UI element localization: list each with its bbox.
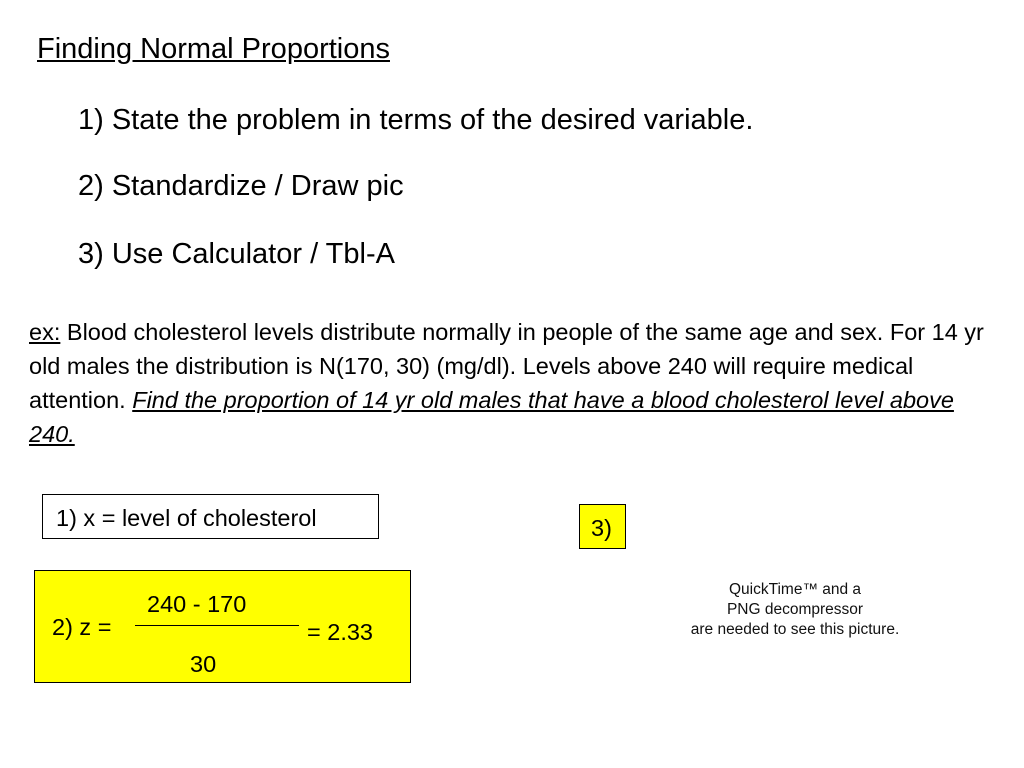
page-title: Finding Normal Proportions	[37, 33, 390, 65]
missing-image-placeholder	[640, 580, 950, 640]
step2-answer-box	[34, 570, 411, 683]
step-2: 2) Standardize / Draw pic	[78, 170, 404, 202]
example-text: Blood cholesterol levels distribute normally in people of the same age and sex. For 14 yr old males the distribution is N(170, 30) (mg/dl). Levels above 240 will require medical attention.	[29, 319, 984, 413]
fraction-bar	[135, 625, 299, 626]
z-lhs: 2) z =	[52, 614, 112, 640]
quicktime-line-1: QuickTime™ and a	[728, 581, 862, 598]
step-3: 3) Use Calculator / Tbl-A	[78, 238, 395, 270]
step1-answer-box: 1) x = level of cholesterol	[42, 494, 379, 539]
z-numerator: 240 - 170	[147, 591, 247, 617]
z-denominator: 30	[190, 651, 217, 677]
z-result: = 2.33	[307, 619, 373, 645]
quicktime-line-2: PNG decompressor	[726, 601, 864, 618]
step-1: 1) State the problem in terms of the desired variable.	[78, 104, 754, 136]
example-question: Find the proportion of 14 yr old males that have a blood cholesterol level above 240.	[29, 387, 954, 447]
example-paragraph	[29, 315, 1004, 451]
quicktime-line-3: are needed to see this picture.	[690, 621, 900, 638]
step3-answer-box: 3)	[579, 504, 626, 549]
example-label: ex:	[29, 319, 61, 345]
